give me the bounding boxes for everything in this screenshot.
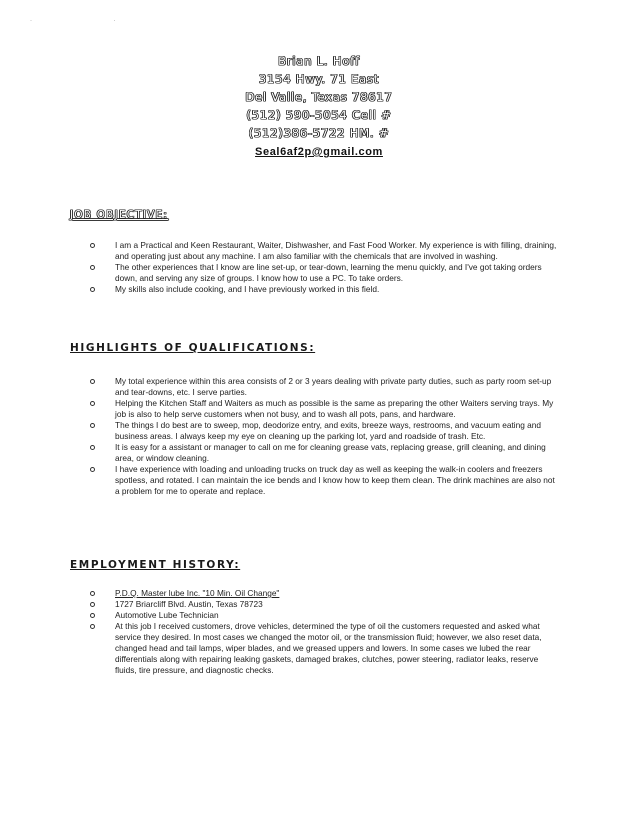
home-phone: (512)386-5722 HM. # (248, 126, 390, 140)
list-item-text: My total experience within this area consists of 2 or 3 years dealing with private party duties, such as party room set-up and tear-downs, etc. I serve parties. (115, 376, 552, 397)
list-item-text: The things I do best are to sweep, mop, deodorize entry, and exits, breeze ways, restrooms, and vacuum eating and business areas. I always keep my eye on cleaning up the parking lot, yard and roadside of trash. Etc. (115, 420, 541, 441)
city-state-zip: Del Valle, Texas 78617 (245, 90, 393, 104)
email-address: Seal6af2p@gmail.com (255, 146, 383, 158)
bullet-icon (90, 591, 95, 596)
employment-heading: EMPLOYMENT HISTORY: (70, 559, 241, 571)
list-item-text: My skills also include cooking, and I have previously worked in this field. (115, 284, 380, 294)
list-item-text: I have experience with loading and unloading trucks on truck day as well as keeping the walk-in coolers and freezers spotless, and rotated. I can maintain the ice bends and I know how to keep them clean. The drink machines are also not a problem for me to operate and replace. (115, 464, 555, 496)
list-item (90, 442, 560, 464)
scan-specks: · · (30, 18, 156, 24)
list-item (90, 610, 560, 621)
list-item-text: The other experiences that I know are line set-up, or tear-down, learning the menu quickly, and I've got taking orders down, and serving any size of groups. I know how to use a PC. To take orders. (115, 262, 542, 283)
list-item (90, 464, 560, 497)
list-item-text: Helping the Kitchen Staff and Waiters as much as possible is the same as preparing the other Waiters serving trays. My job is also to help serve customers when not busy, and to wash all pots, pans, and hardware. (115, 398, 554, 419)
job-objective-heading: JOB OBJECTIVE: (70, 209, 169, 221)
qualifications-list (90, 376, 560, 497)
bullet-icon (90, 467, 95, 472)
job-objective-list (90, 240, 560, 295)
employment-list (90, 588, 560, 676)
bullet-icon (90, 423, 95, 428)
list-item (90, 240, 560, 262)
list-item (90, 398, 560, 420)
contact-header (0, 52, 638, 161)
street-address: 3154 Hwy. 71 East (258, 72, 380, 86)
bullet-icon (90, 265, 95, 270)
bullet-icon (90, 243, 95, 248)
bullet-icon (90, 401, 95, 406)
bullet-icon (90, 624, 95, 629)
list-item (90, 420, 560, 442)
cell-phone: (512) 590-5054 Cell # (246, 108, 392, 122)
applicant-name: Brian L. Hoff (278, 54, 360, 68)
list-item-text: It is easy for a assistant or manager to call on me for cleaning grease vats, replacing grease, grill cleaning, and dining area, or window cleaning. (115, 442, 546, 463)
employer-address: 1727 Briarcliff Blvd. Austin, Texas 78723 (115, 599, 263, 609)
list-item (90, 621, 560, 676)
bullet-icon (90, 287, 95, 292)
list-item (90, 376, 560, 398)
job-title: Automotive Lube Technician (115, 610, 219, 620)
list-item (90, 588, 560, 599)
list-item (90, 599, 560, 610)
bullet-icon (90, 445, 95, 450)
list-item (90, 262, 560, 284)
bullet-icon (90, 613, 95, 618)
bullet-icon (90, 602, 95, 607)
qualifications-heading: HIGHLIGHTS OF QUALIFICATIONS: (70, 342, 316, 354)
bullet-icon (90, 379, 95, 384)
list-item-text: I am a Practical and Keen Restaurant, Waiter, Dishwasher, and Fast Food Worker. My experience is with filling, draining, and operating just about any machine. I am also familiar with the chemicals that are involved in washing. (115, 240, 557, 261)
list-item (90, 284, 560, 295)
employer-name: P.D.Q. Master lube Inc. "10 Min. Oil Change" (115, 588, 280, 598)
job-description: At this job I received customers, drove vehicles, determined the type of oil the customers requested and asked what service they desired. In most cases we changed the motor oil, or the transmission fluid; however, we also reset data, changed head and tail lamps, wiper blades, and we greased uppers and lowers. In some cases we lubed the rear differentials along with repairing leaking gaskets, damaged brakes, clutches, power steering, radiator leaks, reserve fluids, tire pressure, and diagnostic checks. (115, 621, 542, 675)
